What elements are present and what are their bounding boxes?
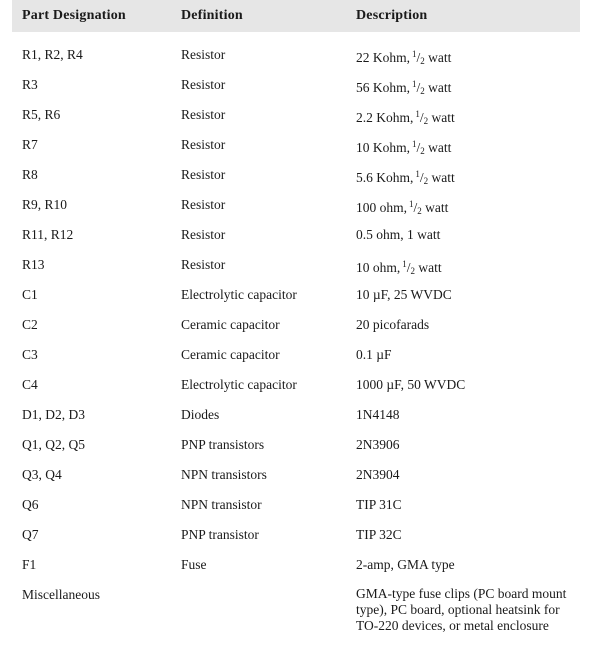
- cell-part-designation: Q3, Q4: [22, 467, 62, 482]
- cell-definition: PNP transistor: [181, 527, 259, 542]
- cell-part-designation: R13: [22, 257, 45, 272]
- table-row: [0, 46, 590, 76]
- description-text: 1000 µF, 50 WVDC: [356, 377, 466, 392]
- header-definition: Definition: [181, 8, 243, 23]
- cell-description: [356, 106, 455, 130]
- fraction-numerator: 1: [412, 79, 417, 89]
- fraction-separator: /: [413, 200, 418, 215]
- cell-definition: Electrolytic capacitor: [181, 287, 297, 302]
- description-text: 0.1 µF: [356, 347, 392, 362]
- description-text: 2-amp, GMA type: [356, 557, 455, 572]
- table-row: [0, 256, 590, 286]
- description-text: 2N3906: [356, 437, 400, 452]
- fraction-separator: /: [419, 170, 424, 185]
- cell-definition: Fuse: [181, 557, 207, 572]
- fraction-numerator: 1: [409, 199, 414, 209]
- description-text: TIP 31C: [356, 497, 402, 512]
- fraction-separator: /: [416, 50, 421, 65]
- table-row: [0, 346, 590, 376]
- cell-definition: PNP transistors: [181, 437, 265, 452]
- header-part-designation: Part Designation: [22, 8, 126, 23]
- cell-description: [356, 166, 455, 190]
- cell-part-designation: R5, R6: [22, 107, 61, 122]
- cell-part-designation: Miscellaneous: [22, 587, 100, 602]
- fraction-numerator: 1: [412, 139, 417, 149]
- fraction-numerator: 1: [412, 49, 417, 59]
- cell-description: [356, 256, 442, 280]
- cell-definition: NPN transistors: [181, 467, 267, 482]
- fraction-numerator: 1: [415, 169, 420, 179]
- cell-part-designation: C3: [22, 347, 38, 362]
- cell-part-designation: R11, R12: [22, 227, 74, 242]
- description-text: GMA-type fuse clips (PC board mount type), PC board, optional heatsink for TO-220 devices, or metal enclosure: [356, 586, 567, 633]
- cell-part-designation: Q7: [22, 527, 39, 542]
- cell-description: [356, 496, 402, 513]
- table-row: [0, 436, 590, 466]
- half-fraction: [409, 196, 422, 220]
- half-fraction: [415, 166, 428, 190]
- cell-definition: Ceramic capacitor: [181, 347, 280, 362]
- description-suffix: watt: [428, 170, 455, 185]
- cell-definition: Resistor: [181, 77, 226, 92]
- description-text: 56 Kohm,: [356, 80, 410, 95]
- cell-description: [356, 316, 429, 333]
- header-description: Description: [356, 8, 428, 23]
- description-text: 22 Kohm,: [356, 50, 410, 65]
- cell-description: [356, 46, 451, 70]
- table-row: [0, 586, 590, 633]
- table-row: [0, 286, 590, 316]
- half-fraction: [412, 76, 425, 100]
- cell-part-designation: R1, R2, R4: [22, 47, 83, 62]
- cell-description: [356, 76, 451, 100]
- table-row: [0, 496, 590, 526]
- cell-definition: NPN transistor: [181, 497, 262, 512]
- cell-description: [356, 436, 400, 453]
- cell-definition: Resistor: [181, 167, 226, 182]
- description-text: 5.6 Kohm,: [356, 170, 414, 185]
- cell-description: [356, 226, 440, 243]
- cell-part-designation: C1: [22, 287, 38, 302]
- description-text: 0.5 ohm, 1 watt: [356, 227, 441, 242]
- cell-description: [356, 526, 402, 543]
- half-fraction: [415, 106, 428, 130]
- fraction-denominator: 2: [423, 116, 429, 126]
- description-text: 100 ohm,: [356, 200, 408, 215]
- description-text: 1N4148: [356, 407, 400, 422]
- table-row: [0, 196, 590, 226]
- cell-definition: Resistor: [181, 47, 226, 62]
- table-row: [0, 526, 590, 556]
- half-fraction: [412, 46, 425, 70]
- fraction-denominator: 2: [410, 266, 416, 276]
- fraction-separator: /: [406, 260, 411, 275]
- description-text: 10 µF, 25 WVDC: [356, 287, 452, 302]
- table-row: [0, 106, 590, 136]
- table-row: [0, 76, 590, 106]
- table-row: [0, 376, 590, 406]
- cell-description: [356, 136, 451, 160]
- cell-definition: Resistor: [181, 257, 226, 272]
- cell-part-designation: R9, R10: [22, 197, 68, 212]
- description-suffix: watt: [424, 80, 452, 95]
- table-row: [0, 316, 590, 346]
- fraction-separator: /: [419, 110, 424, 125]
- fraction-denominator: 2: [420, 86, 425, 96]
- table-row: [0, 166, 590, 196]
- cell-description: [356, 586, 584, 634]
- cell-definition: Ceramic capacitor: [181, 317, 280, 332]
- table-row: [0, 406, 590, 436]
- table-row: [0, 136, 590, 166]
- description-text: 10 ohm,: [356, 260, 401, 275]
- fraction-separator: /: [416, 140, 421, 155]
- fraction-numerator: 1: [415, 109, 420, 119]
- cell-part-designation: D1, D2, D3: [22, 407, 85, 422]
- cell-part-designation: Q1, Q2, Q5: [22, 437, 85, 452]
- fraction-denominator: 2: [420, 56, 425, 66]
- description-text: TIP 32C: [356, 527, 402, 542]
- cell-part-designation: R8: [22, 167, 38, 182]
- cell-part-designation: F1: [22, 557, 37, 572]
- cell-description: [356, 196, 448, 220]
- cell-part-designation: R3: [22, 77, 38, 92]
- table-row: [0, 556, 590, 586]
- cell-description: [356, 466, 400, 483]
- cell-definition: Diodes: [181, 407, 220, 422]
- table-row: [0, 466, 590, 496]
- cell-description: [356, 406, 400, 423]
- cell-definition: Resistor: [181, 197, 226, 212]
- fraction-numerator: 1: [402, 259, 407, 269]
- fraction-denominator: 2: [417, 206, 422, 216]
- description-suffix: watt: [428, 110, 455, 125]
- description-suffix: watt: [424, 140, 452, 155]
- cell-part-designation: C2: [22, 317, 38, 332]
- cell-part-designation: R7: [22, 137, 38, 152]
- cell-description: [356, 376, 465, 393]
- table-row: [0, 226, 590, 256]
- fraction-separator: /: [416, 80, 421, 95]
- cell-description: [356, 556, 455, 573]
- cell-definition: Resistor: [181, 107, 226, 122]
- description-text: 2N3904: [356, 467, 400, 482]
- cell-definition: Resistor: [181, 137, 226, 152]
- cell-definition: Resistor: [181, 227, 226, 242]
- cell-part-designation: C4: [22, 377, 38, 392]
- description-suffix: watt: [424, 50, 452, 65]
- description-text: 10 Kohm,: [356, 140, 410, 155]
- cell-part-designation: Q6: [22, 497, 39, 512]
- half-fraction: [412, 136, 425, 160]
- description-text: 20 picofarads: [356, 317, 430, 332]
- fraction-denominator: 2: [423, 176, 429, 186]
- fraction-denominator: 2: [420, 146, 425, 156]
- cell-description: [356, 346, 392, 363]
- half-fraction: [402, 256, 415, 280]
- cell-description: [356, 286, 452, 303]
- cell-definition: Electrolytic capacitor: [181, 377, 297, 392]
- description-suffix: watt: [421, 200, 449, 215]
- description-text: 2.2 Kohm,: [356, 110, 414, 125]
- description-suffix: watt: [415, 260, 442, 275]
